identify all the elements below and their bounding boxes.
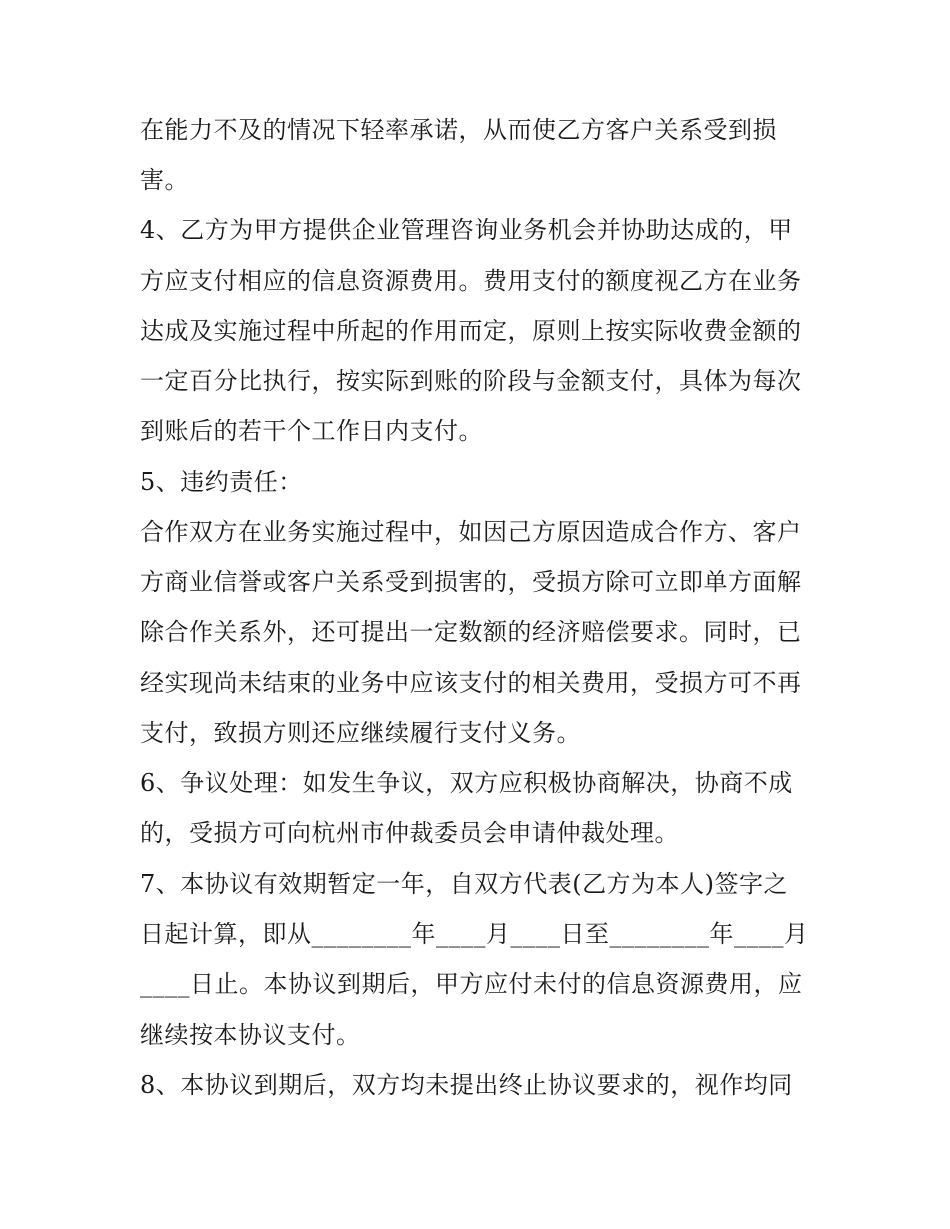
text-line: 在能力不及的情况下轻率承诺，从而使乙方客户关系受到损 bbox=[140, 116, 777, 144]
text-line: 8、本协议到期后，双方均未提出终止协议要求的，视作均同 bbox=[140, 1071, 793, 1099]
text-line: 日起计算，即从________年____月____日至________年____月 bbox=[140, 920, 809, 948]
text-line: 5、违约责任： bbox=[140, 468, 303, 496]
text-line: 到账后的若干个工作日内支付。 bbox=[140, 417, 483, 445]
text-line: 害。 bbox=[140, 166, 189, 194]
text-line: 的，受损方可向杭州市仲裁委员会申请仲裁处理。 bbox=[140, 819, 679, 847]
text-line: 6、争议处理：如发生争议，双方应积极协商解决，协商不成 bbox=[140, 769, 793, 797]
text-line: 4、乙方为甲方提供企业管理咨询业务机会并协助达成的，甲 bbox=[140, 216, 793, 244]
text-line: 支付，致损方则还应继续履行支付义务。 bbox=[140, 719, 581, 747]
text-line: 7、本协议有效期暂定一年，自双方代表(乙方为本人)签字之 bbox=[140, 870, 788, 898]
text-line: 一定百分比执行，按实际到账的阶段与金额支付，具体为每次 bbox=[140, 367, 802, 395]
text-line: 除合作关系外，还可提出一定数额的经济赔偿要求。同时，已 bbox=[140, 618, 802, 646]
text-line: 继续按本协议支付。 bbox=[140, 1021, 361, 1049]
text-line: 经实现尚未结束的业务中应该支付的相关费用，受损方可不再 bbox=[140, 669, 802, 697]
text-line: 方应支付相应的信息资源费用。费用支付的额度视乙方在业务 bbox=[140, 267, 802, 295]
text-line: 合作双方在业务实施过程中，如因己方原因造成合作方、客户 bbox=[140, 518, 802, 546]
text-line: 达成及实施过程中所起的作用而定，原则上按实际收费金额的 bbox=[140, 317, 802, 345]
text-line: ____日止。本协议到期后，甲方应付未付的信息资源费用，应 bbox=[140, 970, 803, 998]
text-line: 方商业信誉或客户关系受到损害的，受损方除可立即单方面解 bbox=[140, 568, 802, 596]
